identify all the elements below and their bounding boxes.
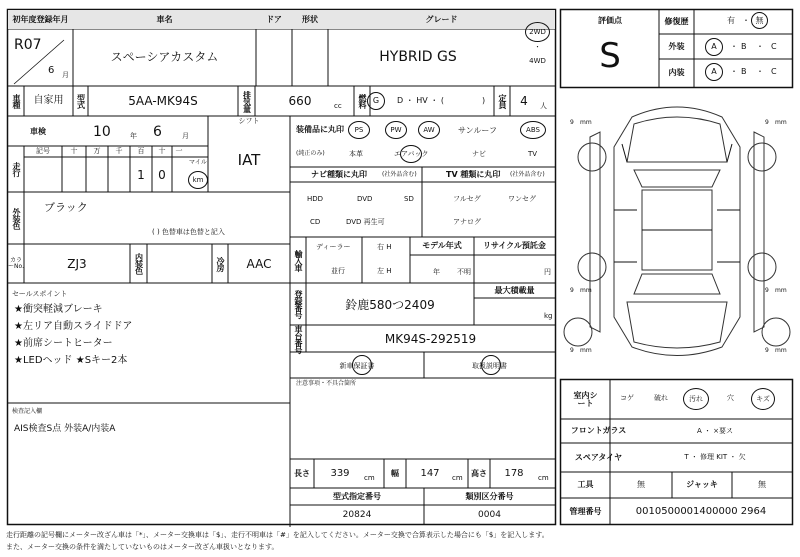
sales-point-item: ★前席シートヒーター	[14, 338, 113, 349]
model-year-unknown: 不明	[457, 268, 471, 276]
evaluation-score: S	[599, 36, 621, 76]
repair-separator: ・	[742, 16, 750, 25]
wheel-rear-left	[578, 253, 606, 281]
inspection-year-unit: 年	[130, 132, 137, 140]
nav-dvd-play: DVD 再生可	[346, 218, 385, 226]
car-rear-window	[634, 274, 720, 294]
wheel-front-left	[578, 143, 606, 171]
drive-4wd: 4WD	[529, 56, 546, 65]
management-value: 0010500001400000 2964	[635, 505, 767, 517]
import-right-h: 右 H	[377, 243, 392, 251]
nav-hdd: HDD	[307, 195, 324, 203]
registration-label: 登録番号	[294, 290, 303, 318]
management-label: 管理番号	[569, 506, 602, 516]
inspection-label: 車検	[30, 127, 46, 136]
capacity-label: 定員	[498, 94, 507, 108]
model-label: 型式	[76, 94, 86, 108]
sales-point-item: ★衝突軽減ブレーキ	[14, 304, 103, 315]
fuel-options: D ・ HV ・ (	[397, 96, 444, 105]
usage-label: 車種	[12, 94, 21, 108]
digit-value: 1	[137, 167, 145, 182]
seat-burn: コゲ	[620, 394, 634, 402]
interior-grade-c: C	[771, 67, 777, 76]
model-value: 5AA-MK94S	[128, 94, 198, 108]
ac-value: AAC	[246, 256, 272, 271]
equip-airbag: エアバック	[394, 150, 429, 158]
color-note: ( ) 色替車は色替と記入	[152, 228, 225, 236]
capacity-unit: 人	[540, 102, 547, 110]
digit-header: 十	[158, 147, 166, 155]
equipment-label: 装備品に丸印	[296, 125, 344, 134]
evaluation-header: 評価点	[598, 16, 622, 25]
equip-ps: PS	[354, 125, 364, 134]
color-value: ブラック	[44, 201, 88, 214]
inspector-text: AIS検査S点 外装A/内装A	[14, 424, 116, 434]
displacement-label: 排気量	[242, 90, 252, 112]
usage-value: 自家用	[33, 95, 64, 106]
footer-note-2: また、メーター交換の条件を満たしていないものはメーター改ざん車扱いとなります。	[6, 543, 279, 551]
seat-dirt: 汚れ	[689, 394, 703, 403]
interior-sep-1: ・	[730, 67, 738, 76]
first-reg-month-unit: 月	[62, 71, 69, 79]
equip-abs: ABS	[526, 125, 540, 134]
car-left-side	[590, 132, 600, 332]
shape-header: 形状	[292, 10, 328, 29]
tv-title-note: (社外品含む)	[510, 171, 545, 178]
wheel-front-right	[748, 143, 776, 171]
width-value: 147	[420, 467, 440, 479]
recycle-label: リサイクル預託金	[483, 241, 546, 250]
diagram-unit-ml: mm	[580, 287, 592, 294]
wheel-spare-right	[762, 318, 790, 346]
tools-label: 工具	[577, 480, 594, 489]
jack-label: ジャッキ	[686, 480, 718, 489]
mileage-label: 走行	[12, 162, 21, 176]
length-value: 339	[330, 467, 350, 479]
fuel-g: G	[372, 96, 380, 105]
equip-sunroof: サンルーフ	[458, 126, 497, 135]
repair-history-label: 修復歴	[664, 17, 689, 26]
inspector-title: 検査記入欄	[12, 408, 43, 415]
manual: 取扱説明書	[472, 361, 507, 370]
type-cert-label: 型式指定番号	[333, 491, 381, 501]
exterior-label: 外装	[668, 41, 685, 51]
equip-leather: 本革	[349, 150, 363, 158]
import-parallel: 並行	[331, 267, 345, 275]
glass-label: フロントガラス	[570, 426, 627, 435]
import-dealer: ディーラー	[316, 243, 351, 251]
class-value: 0004	[478, 509, 501, 520]
equip-navi: ナビ	[472, 150, 486, 158]
interior-seat-label: 室内シート	[573, 390, 598, 408]
digit-value: 0	[158, 167, 166, 182]
diagram-mark-bl: 9	[570, 347, 574, 354]
repair-yes: 有	[727, 16, 735, 25]
repair-no: 無	[755, 15, 764, 25]
import-left-h: 左 H	[377, 267, 392, 275]
seat-scratch: キズ	[756, 394, 770, 403]
diagram-unit-tl: mm	[580, 119, 592, 126]
diagram-mark-ml: 9	[570, 287, 574, 294]
interior-label: 内装	[668, 68, 685, 77]
nav-dvd: DVD	[357, 195, 373, 203]
width-label: 幅	[391, 468, 399, 478]
door-header: ドア	[256, 10, 292, 29]
diagram-unit-tr: mm	[775, 119, 787, 126]
type-cert-value: 20824	[342, 509, 372, 520]
digit-header: 一	[175, 147, 183, 155]
footer-note-1: 走行距離の記号欄にメーター改ざん車は「*」、メーター交換車は「$」、走行不明車は「#」を記入してください。メーター交換で合算表示した場合にも「$」を記入します。	[6, 531, 549, 539]
diagram-mark-br: 9	[765, 347, 769, 354]
height-value: 178	[504, 467, 524, 479]
interior-color-label: 内装色	[134, 253, 144, 274]
tv-oneseg: ワンセグ	[508, 195, 536, 203]
displacement-unit: cc	[334, 102, 342, 110]
interior-grade-a: A	[711, 67, 717, 76]
seat-tear: 破れ	[654, 394, 668, 402]
digit-header: 千	[115, 147, 123, 155]
grade-header: グレード	[328, 10, 555, 29]
shift-value: IAT	[237, 150, 261, 169]
sales-point-item: ★LEDヘッド ★Sキー2本	[14, 355, 128, 366]
grade-value: HYBRID GS	[379, 49, 457, 65]
height-unit: cm	[538, 474, 549, 482]
new-car-warranty: 新車保証書	[339, 361, 375, 370]
color-code-value: ZJ3	[67, 256, 87, 271]
max-load-unit: kg	[544, 312, 553, 320]
fuel-label: 燃料	[358, 94, 367, 108]
model-year-unit: 年	[433, 268, 440, 276]
diagram-mark-tr: 9	[765, 119, 769, 126]
wheel-rear-right	[748, 253, 776, 281]
diagram-mark-mr: 9	[765, 287, 769, 294]
nav-title: ナビ種類に丸印	[311, 170, 367, 179]
shift-label: シフト	[238, 116, 260, 125]
km-label: km	[192, 175, 204, 184]
car-windshield	[634, 170, 720, 187]
mileage-marker-label: 記号	[36, 147, 50, 155]
diagram-unit-bl: mm	[580, 347, 592, 354]
tools-value: 無	[637, 480, 645, 489]
equipment-note: (純正のみ)	[296, 150, 325, 157]
drive-2wd: 2WD	[529, 27, 546, 36]
wheel-spare-left	[564, 318, 592, 346]
interior-sep-2: ・	[756, 67, 764, 76]
class-label: 類別区分番号	[465, 491, 514, 501]
color-code-label: カラーNo.	[8, 256, 24, 270]
tv-fullseg: フルセグ	[453, 195, 481, 203]
digit-value	[62, 157, 86, 192]
equip-pw: PW	[390, 125, 402, 134]
inspection-year: 10	[93, 124, 111, 140]
car-diagram	[562, 92, 792, 372]
color-label: 外装色	[12, 207, 21, 229]
car-trunk	[627, 302, 727, 348]
car-name-header: 車名	[73, 10, 256, 29]
capacity-value: 4	[520, 94, 528, 108]
length-unit: cm	[364, 474, 375, 482]
displacement-value: 660	[288, 94, 312, 108]
tv-title: TV 種類に丸印	[446, 170, 501, 179]
nav-sd: SD	[404, 195, 414, 203]
exterior-sep-2: ・	[756, 42, 764, 51]
spare-label: スペアタイヤ	[574, 452, 623, 462]
digit-value	[86, 157, 108, 192]
first-reg-header: 初年度登録年月	[8, 10, 73, 29]
car-right-side	[754, 132, 764, 332]
width-unit: cm	[452, 474, 463, 482]
seat-hole: 穴	[727, 394, 734, 402]
length-label: 長さ	[294, 468, 310, 478]
glass-value: A ・ ×要ス	[696, 426, 734, 435]
sales-point-item: ★左リア自動スライドドア	[14, 321, 133, 332]
equip-tv: TV	[528, 150, 538, 158]
chassis-label: 車台番号	[294, 324, 303, 353]
inspection-month: 6	[153, 124, 162, 140]
car-name-value: スペーシアカスタム	[110, 50, 219, 64]
interior-grade-b: B	[741, 67, 747, 76]
nav-title-note: (社外品含む)	[382, 171, 417, 178]
diagram-unit-mr: mm	[775, 287, 787, 294]
tv-analog: アナログ	[453, 218, 481, 226]
diagram-mark-tl: 9	[570, 119, 574, 126]
diagram-unit-br: mm	[775, 347, 787, 354]
digit-header: 万	[93, 147, 101, 155]
recycle-yen: 円	[544, 268, 551, 276]
ac-label: 冷房	[216, 256, 225, 271]
exterior-grade-c: C	[771, 42, 777, 51]
first-reg-month: 6	[48, 65, 55, 76]
exterior-sep-1: ・	[730, 42, 738, 51]
height-label: 高さ	[471, 468, 487, 478]
import-label: 輸入車	[294, 249, 303, 271]
sales-points-title: セールスポイント	[12, 290, 68, 298]
mile-label: マイル	[189, 159, 207, 166]
digit-header: 十	[70, 147, 78, 155]
inspection-month-unit: 月	[182, 132, 189, 140]
drive-separator: ・	[534, 42, 541, 51]
digit-value	[108, 157, 130, 192]
fuel-close: )	[482, 96, 486, 105]
model-year-label: モデル年式	[422, 241, 462, 250]
car-body-outline	[614, 107, 740, 356]
nav-cd: CD	[310, 218, 321, 226]
digit-value	[172, 157, 186, 192]
jack-value: 無	[758, 480, 766, 489]
equip-aw: AW	[423, 125, 435, 134]
exterior-grade-a: A	[711, 42, 717, 51]
notes-title: 注意事項・不具合箇所	[296, 380, 357, 387]
max-load-label: 最大積載量	[494, 285, 535, 295]
exterior-grade-b: B	[741, 42, 747, 51]
first-reg-year: R07	[14, 37, 42, 53]
chassis-value: MK94S-292519	[384, 331, 477, 346]
spare-value: T ・ 修理 KIT ・ 欠	[684, 453, 746, 461]
digit-header: 百	[137, 147, 145, 155]
registration-value: 鈴鹿580つ2409	[345, 298, 435, 312]
car-hood	[627, 117, 727, 162]
